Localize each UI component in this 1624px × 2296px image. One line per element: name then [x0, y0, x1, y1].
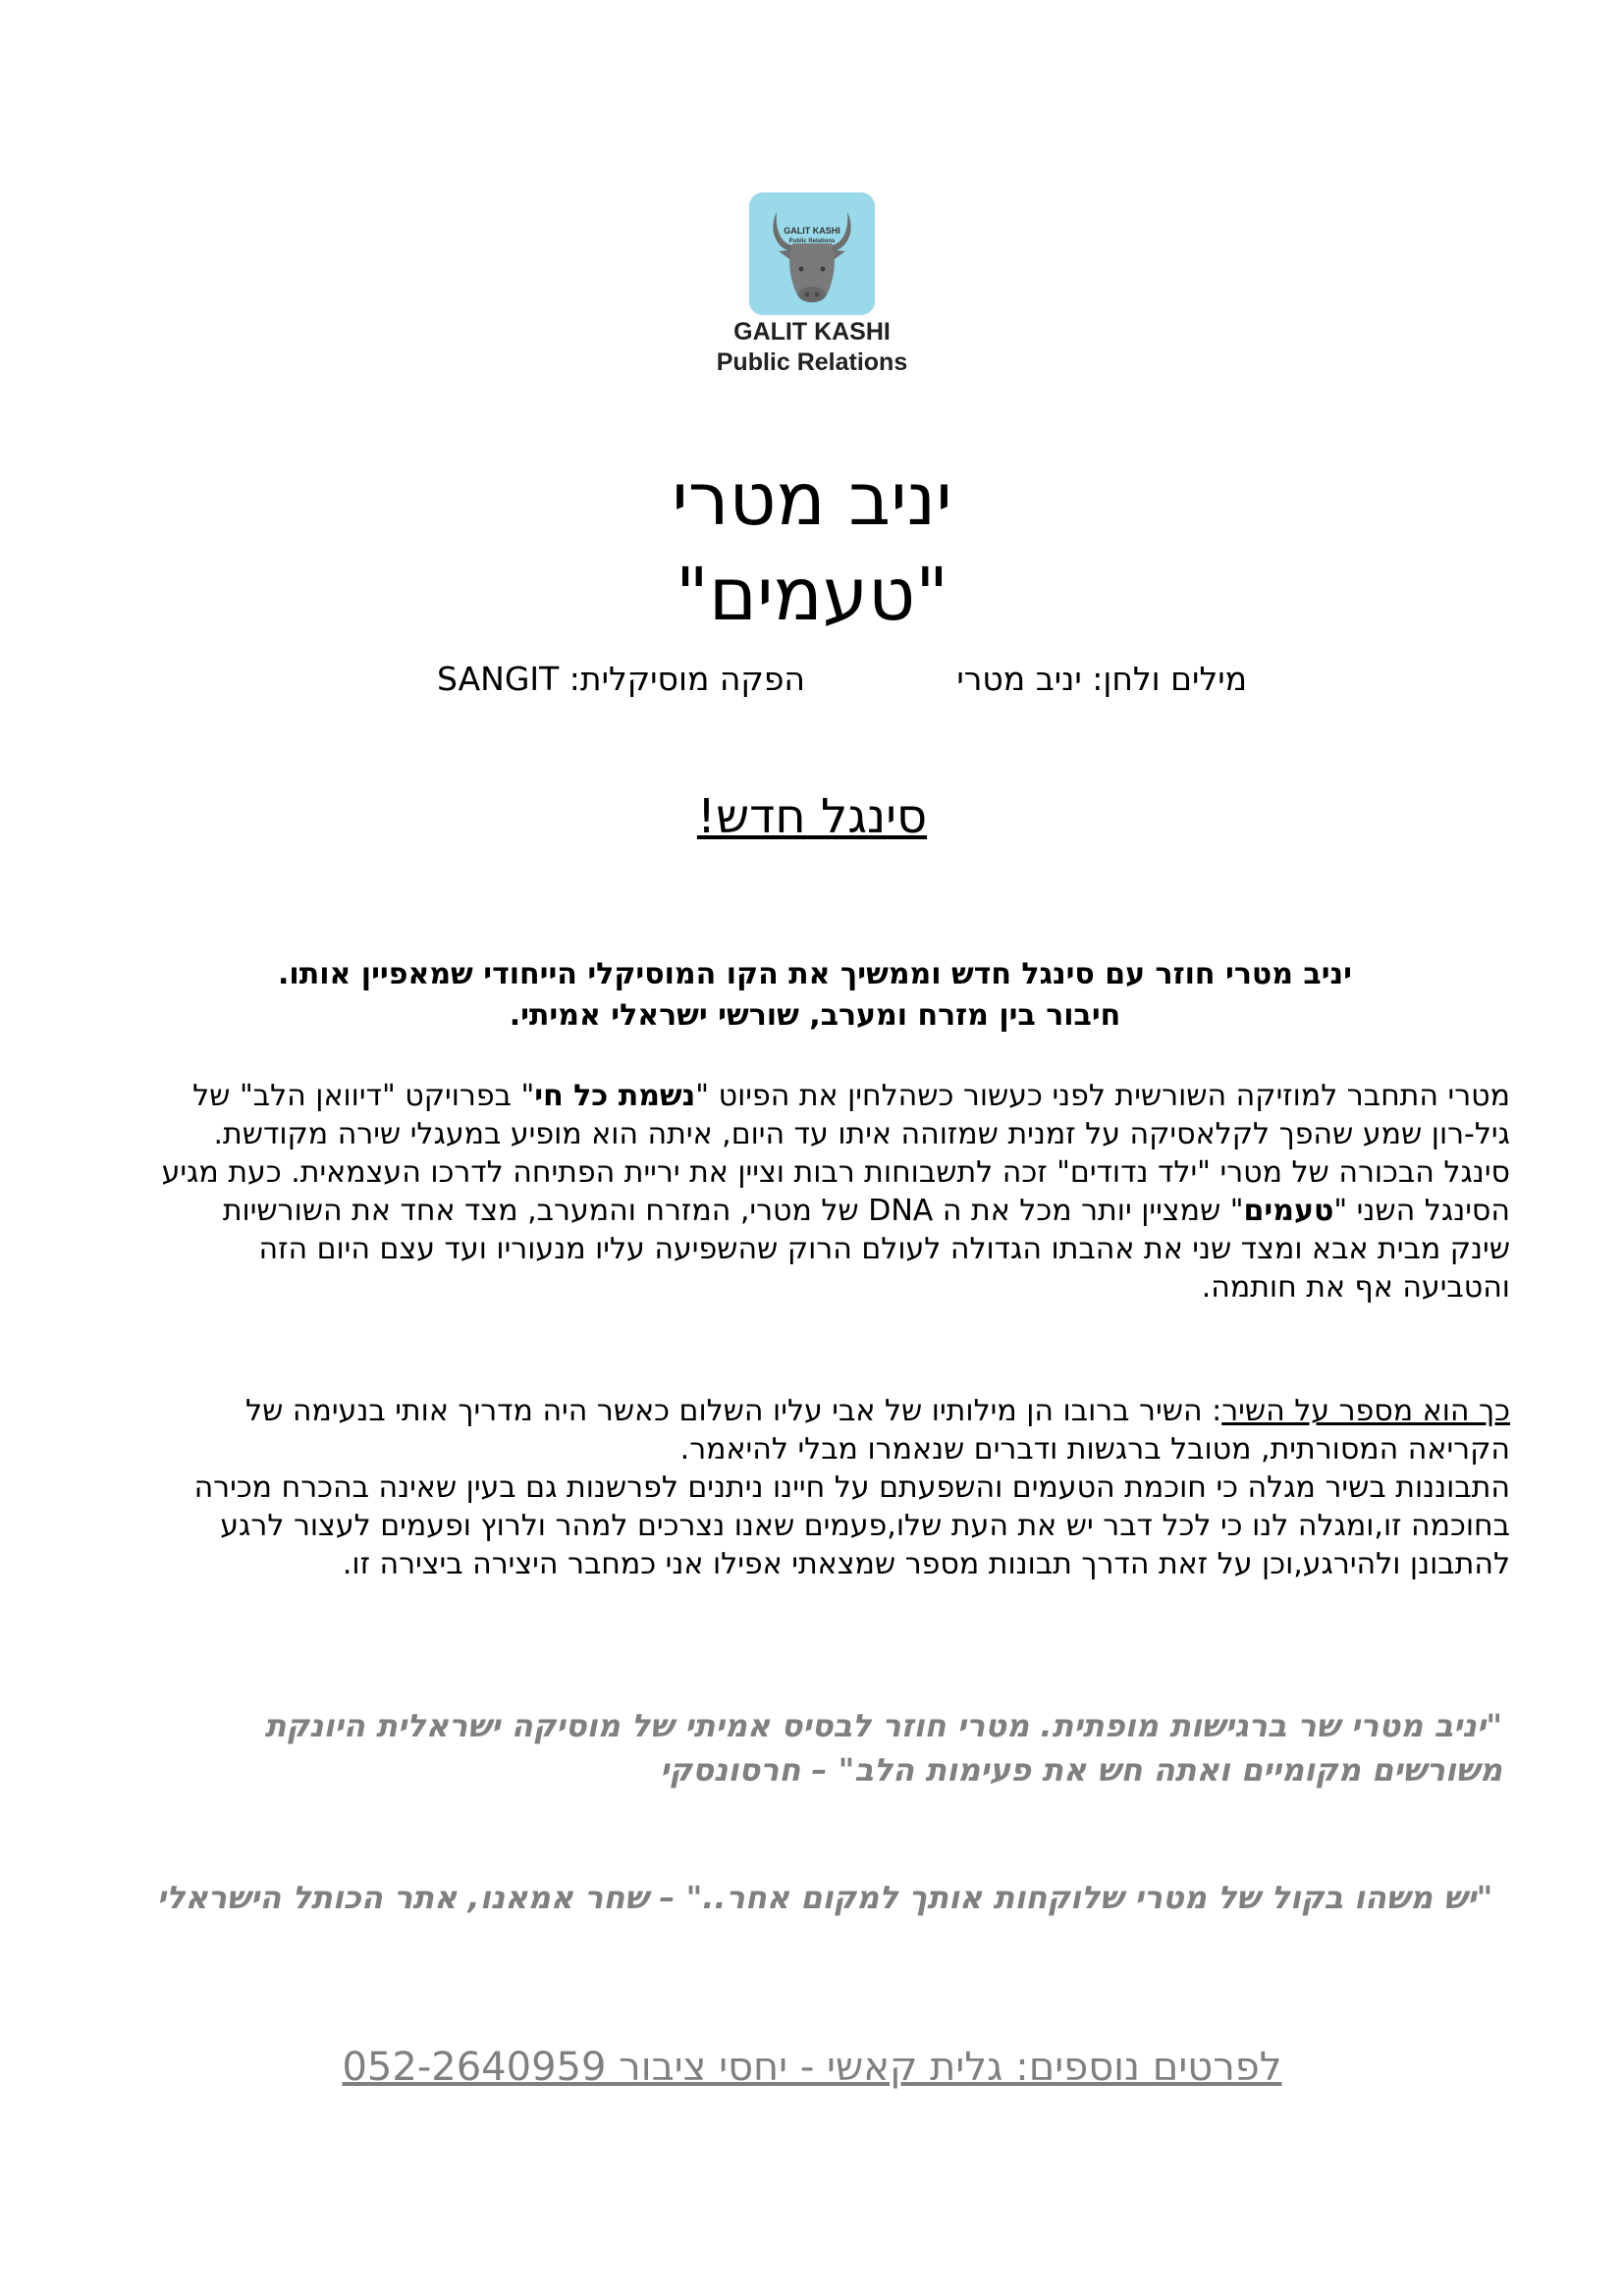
- credit-production: הפקה מוסיקלית: SANGIT: [437, 660, 805, 698]
- intro: [147, 954, 1483, 1037]
- logo-badge: [749, 192, 875, 315]
- story-label: כך הוא מספר על השיר: [1221, 1394, 1510, 1428]
- logo: [0, 192, 1624, 377]
- highlight-song: טעמים: [1243, 1194, 1334, 1228]
- paragraph-story: [157, 1392, 1510, 1583]
- logo-subtitle: Public Relations: [716, 348, 908, 376]
- paragraph-text: : השיר ברובו הן מילותיו של אבי עליו השלום כאשר היה מדריך אותי בנעימה של הקריאה המסורתית, מטובל ברגשות ודברים שנאמרו מבלי להיאמר.: [245, 1394, 1510, 1467]
- logo-badge-text-2: Public Relations: [788, 239, 836, 244]
- artist-name: יניב מטרי: [672, 457, 952, 542]
- intro-line-2: חיבור בין מזרח ומערב, שורשי ישראלי אמיתי.: [509, 998, 1121, 1033]
- press-quote-1: "יניב מטרי שר ברגישות מופתית. מטרי חוזר לבסיס אמיתי של מוסיקה ישראלית היונקת משורשים מקומיים ואתה חש את פעימות הלב" – חרסונסקי: [264, 1707, 1502, 1789]
- credit-lyrics: מילים ולחן: יניב מטרי: [956, 660, 1247, 698]
- paragraph-text: " בפרויקט "דיוואן הלב" של גיל-רון שמע שהפך לקלאסיקה על זמנית שמזוהה איתו עד היום, איתה הוא מופיע במעגלי שירה מקודשת.: [192, 1079, 1510, 1151]
- headline: סינגל חדש!: [696, 789, 928, 844]
- paragraph-text: מטרי התחבר למוזיקה השורשית לפני כעשור כשהלחין את הפיוט ": [695, 1079, 1510, 1113]
- intro-line-1: יניב מטרי חוזר עם סינגל חדש וממשיך את הקו המוסיקלי הייחודי שמאפיין אותו.: [278, 957, 1352, 991]
- logo-badge-text-1: GALIT KASHI: [784, 226, 840, 236]
- song-title: "טעמים": [675, 553, 949, 637]
- logo-name: GALIT KASHI: [733, 318, 891, 346]
- contact-info[interactable]: לפרטים נוספים: גלית קאשי - יחסי ציבור 052-2640959: [342, 2045, 1282, 2090]
- press-quote-2: "יש משהו בקול של מטרי שלוקחות אותך למקום אחר.." – שחר אמאנו, אתר הכותל הישראלי: [156, 1879, 1493, 1916]
- highlight-project: נשמת כל חי: [534, 1079, 696, 1113]
- paragraph-background: [157, 1077, 1510, 1307]
- paragraph-text: התבוננות בשיר מגלה כי חוכמת הטעמים והשפעתם על חיינו ניתנים לפרשנות גם בעין שאינה בהכרח מכירה בחוכמה זו,ומגלה לנו כי לכל דבר יש את העת שלו,פעמים שאנו נצרכים למהר ולרוץ ופעמים לעצור לרגע להתבונן ולהירגע,וכן על זאת הדרך תבונות מספר שמצאתי אפילו אני כמחבר היצירה ביצירה זו.: [193, 1470, 1510, 1581]
- bull-head-icon: [749, 192, 875, 315]
- paragraph-text: " שמציין יותר מכל את ה DNA של מטרי, המזרח והמערב, מצד אחד את השורשיות שינק מבית אבא ומצד שני את אהבתו הגדולה לעולם הרוק שהשפיעה עליו מנעוריו ועד עצם היום הזה והטביעה אף את חותמה.: [222, 1194, 1510, 1305]
- paragraph-text: סינגל הבכורה של מטרי "ילד נדודים" זכה לתשבוחות רבות וציין את יריית הפתיחה לדרכו העצמאית. כעת מגיע הסינגל השני ": [161, 1155, 1510, 1228]
